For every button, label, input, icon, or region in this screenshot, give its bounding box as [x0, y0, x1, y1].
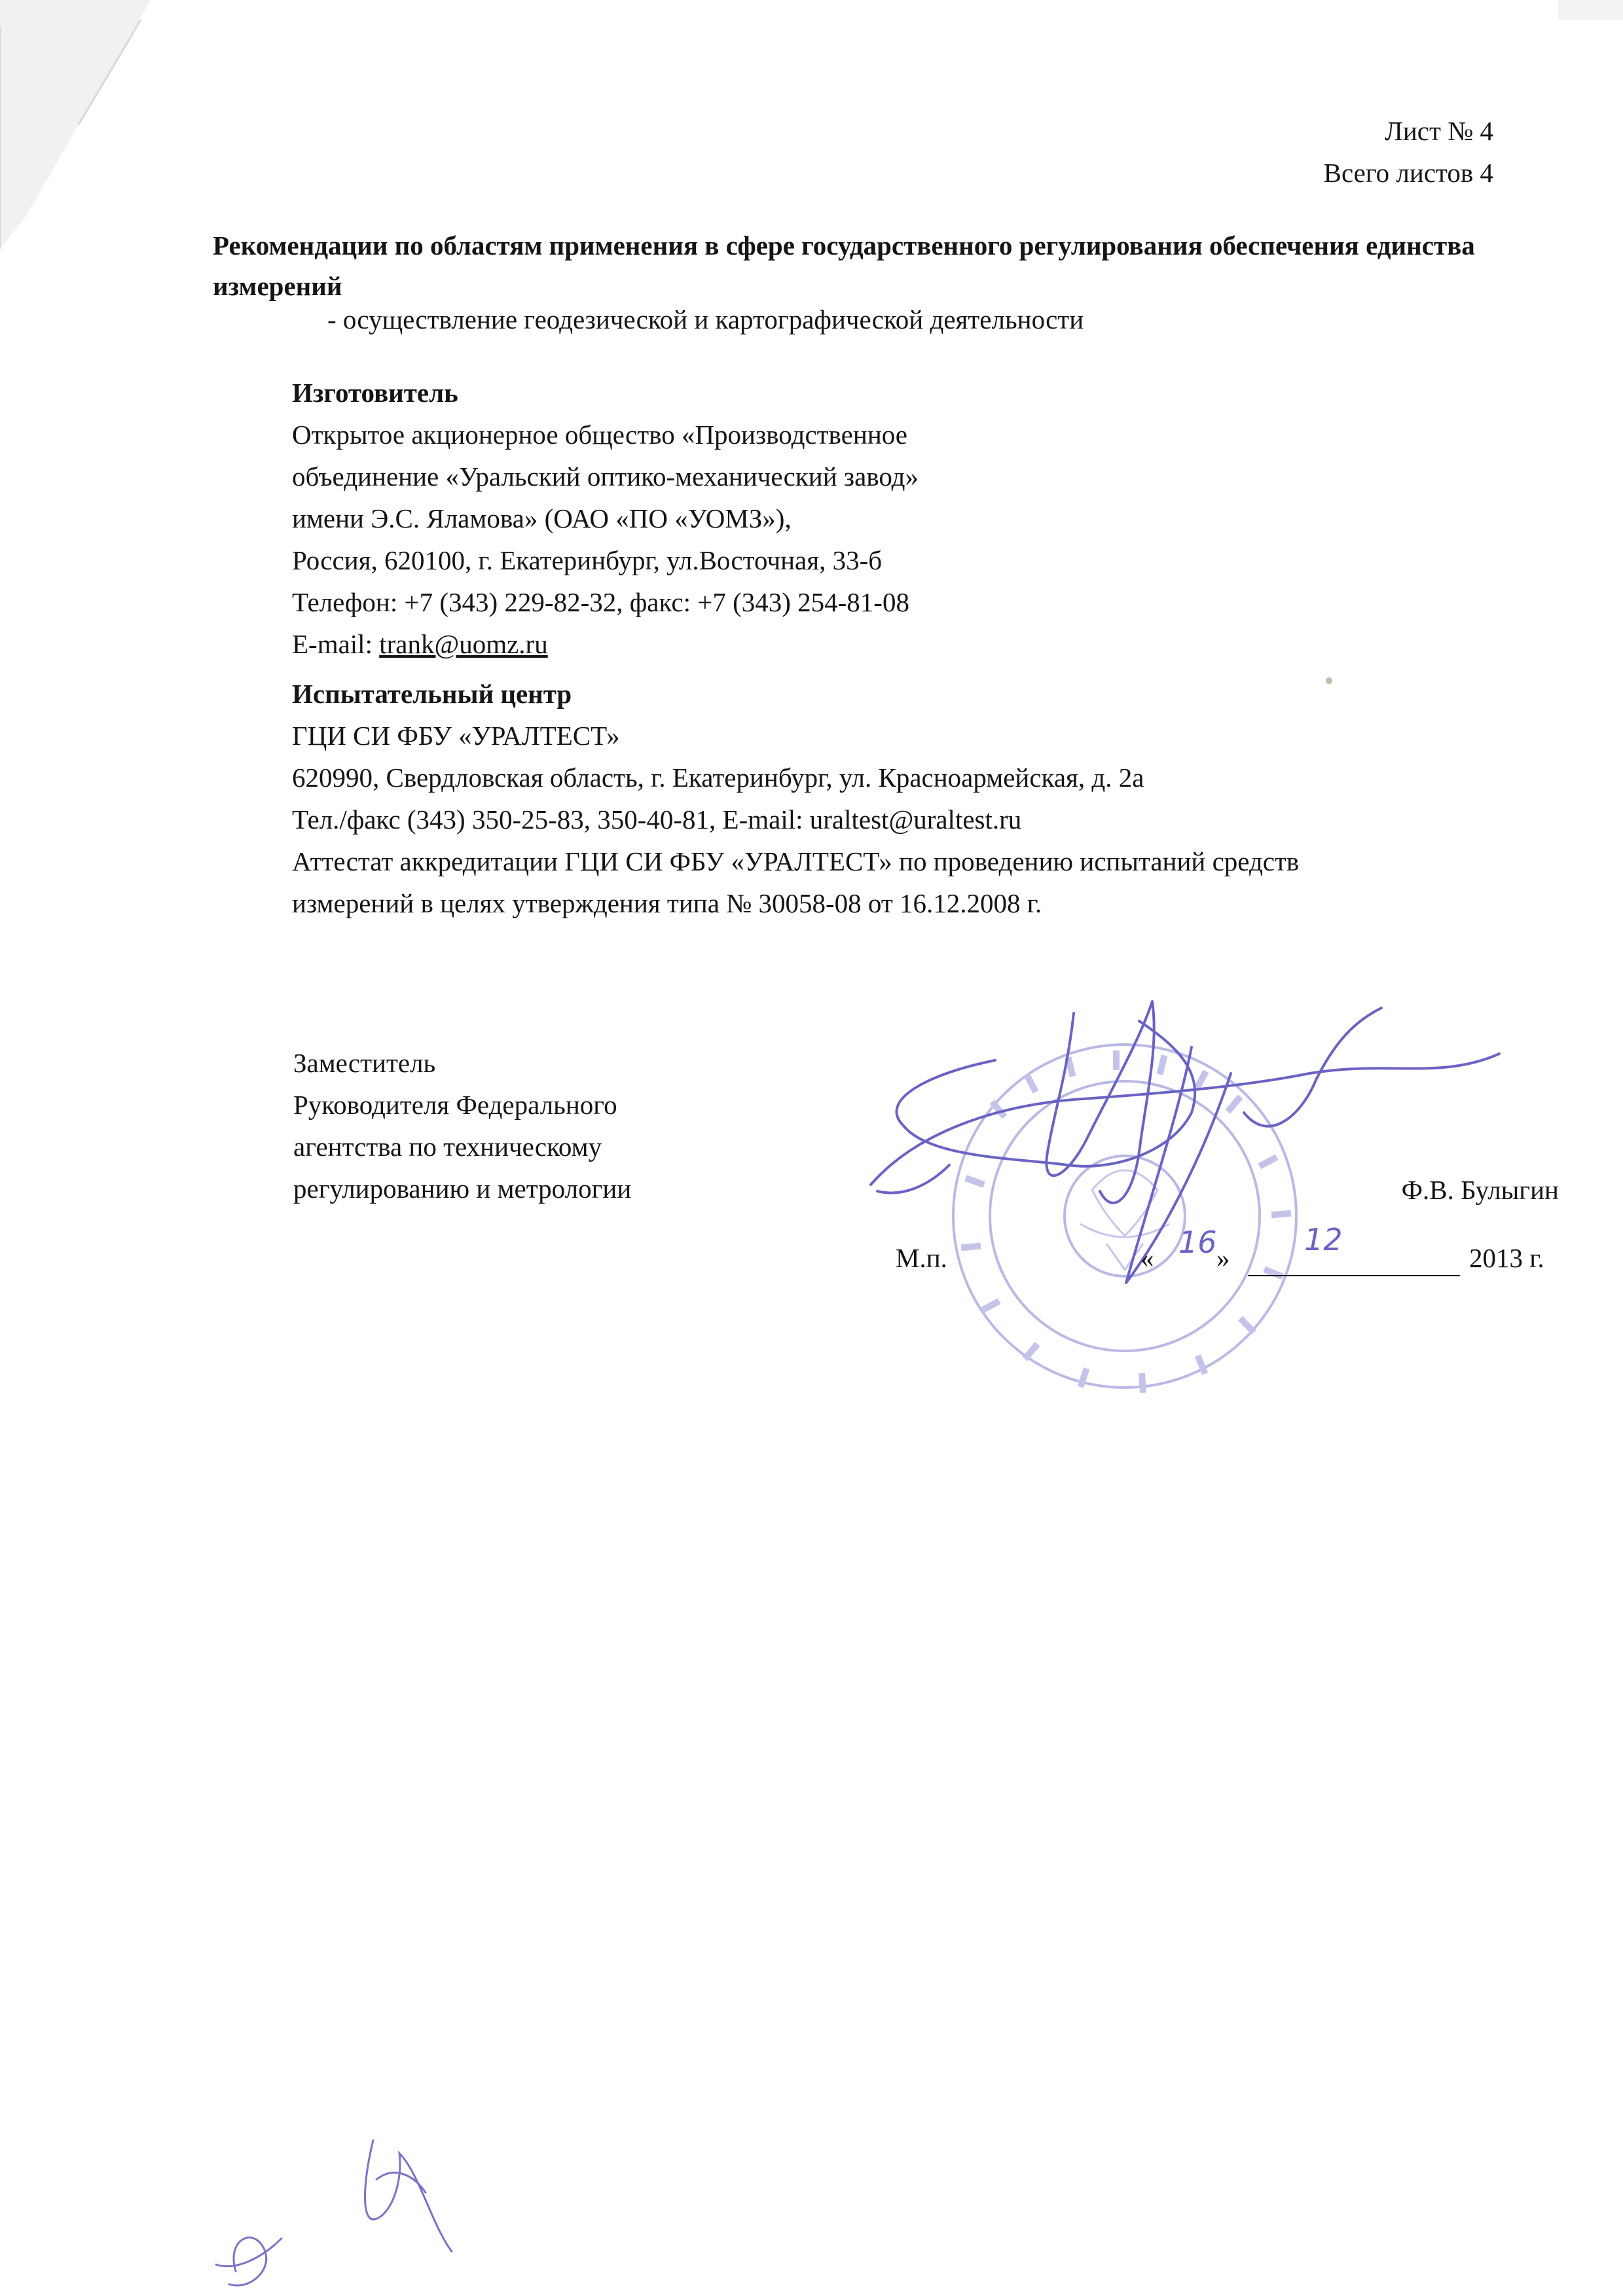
- test-center-line: 620990, Свердловская область, г. Екатеринбург, ул. Красноармейская, д. 2а: [292, 762, 1144, 793]
- stamp-place-label: М.п.: [896, 1243, 947, 1273]
- date-underline: [1248, 1275, 1460, 1276]
- test-center-line: ГЦИ СИ ФБУ «УРАЛТЕСТ»: [292, 721, 620, 751]
- test-center-line: Тел./факс (343) 350-25-83, 350-40-81, E-mail: uraltest@uraltest.ru: [292, 804, 1022, 834]
- manufacturer-line: Открытое акционерное общество «Производственное: [292, 420, 907, 450]
- date-quote-close: »: [1216, 1243, 1230, 1273]
- signer-position-line: Заместитель: [293, 1048, 436, 1078]
- signer-position: [293, 1042, 631, 1210]
- date-month: 12: [1304, 1222, 1343, 1257]
- signer-name: Ф.В. Булыгин: [1401, 1175, 1559, 1205]
- manufacturer-email-link[interactable]: trank@uomz.ru: [379, 629, 548, 659]
- manufacturer-block: [292, 372, 919, 665]
- manufacturer-heading: Изготовитель: [292, 378, 458, 408]
- test-center-line: Аттестат аккредитации ГЦИ СИ ФБУ «УРАЛТЕСТ» по проведению испытаний средств: [292, 846, 1300, 876]
- recommendations-item: - осуществление геодезической и картографической деятельности: [327, 304, 1084, 334]
- date-day: 16: [1178, 1225, 1217, 1260]
- manufacturer-line: объединение «Уральский оптико-механический завод»: [292, 461, 919, 492]
- email-label: E-mail:: [292, 629, 380, 659]
- recommendations-heading: Рекомендации по областям применения в сфере государственного регулирования обеспечения единства измерений: [213, 230, 1475, 301]
- signer-position-line: агентства по техническому: [293, 1132, 602, 1162]
- date-quote-open: «: [1140, 1243, 1154, 1273]
- test-center-block: [292, 673, 1299, 924]
- test-center-heading: Испытательный центр: [292, 679, 572, 709]
- signer-position-line: Руководителя Федерального: [293, 1090, 617, 1120]
- sheet-number: Лист № 4: [1385, 116, 1493, 146]
- manufacturer-line: Россия, 620100, г. Екатеринбург, ул.Восточная, 33-б: [292, 545, 883, 575]
- test-center-line: измерений в целях утверждения типа № 30058-08 от 16.12.2008 г.: [292, 888, 1042, 918]
- date-year: 2013 г.: [1469, 1243, 1544, 1273]
- sheet-total: Всего листов 4: [1323, 158, 1493, 188]
- manufacturer-email-line: [292, 623, 919, 665]
- manufacturer-line: имени Э.С. Яламова» (ОАО «ПО «УОМЗ»),: [292, 503, 792, 533]
- manufacturer-line: Телефон: +7 (343) 229-82-32, факс: +7 (343) 254-81-08: [292, 587, 909, 617]
- signer-position-line: регулированию и метрологии: [293, 1174, 632, 1204]
